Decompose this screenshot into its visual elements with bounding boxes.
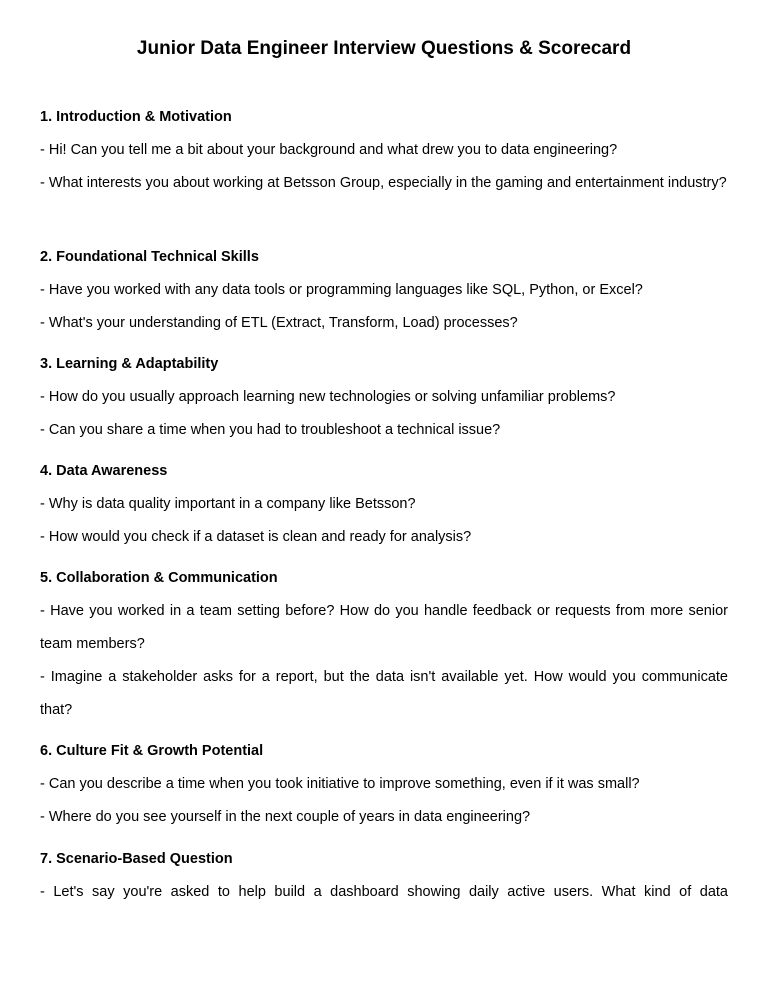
question-stakeholder-report: - Imagine a stakeholder asks for a report, but the data isn't available yet. How would you communicate that?	[40, 669, 728, 718]
question-learning-approach: - How do you usually approach learning new technologies or solving unfamiliar problems?	[40, 389, 616, 405]
question-data-quality: - Why is data quality important in a company like Betsson?	[40, 496, 416, 512]
question-dataset-clean: - How would you check if a dataset is clean and ready for analysis?	[40, 529, 472, 545]
section-heading-learning-adaptability: 3. Learning & Adaptability	[40, 356, 219, 372]
question-etl: - What's your understanding of ETL (Extract, Transform, Load) processes?	[40, 315, 518, 331]
question-interest-betsson: - What interests you about working at Betsson Group, especially in the gaming and entertainment industry?	[40, 175, 727, 191]
section-heading-culture-growth: 6. Culture Fit & Growth Potential	[40, 743, 264, 759]
question-initiative: - Can you describe a time when you took initiative to improve something, even if it was small?	[40, 776, 640, 792]
section-heading-collaboration-communication: 5. Collaboration & Communication	[40, 570, 278, 586]
question-future-self: - Where do you see yourself in the next couple of years in data engineering?	[40, 809, 531, 825]
question-data-tools: - Have you worked with any data tools or programming languages like SQL, Python, or Excel?	[40, 282, 643, 298]
section-heading-technical-skills: 2. Foundational Technical Skills	[40, 249, 259, 265]
section-heading-introduction-motivation: 1. Introduction & Motivation	[40, 109, 232, 125]
section-heading-scenario: 7. Scenario-Based Question	[40, 851, 233, 867]
question-dashboard-scenario: - Let's say you're asked to help build a dashboard showing daily active users. What kind of data	[40, 884, 728, 900]
section-heading-data-awareness: 4. Data Awareness	[40, 463, 168, 479]
question-troubleshoot: - Can you share a time when you had to troubleshoot a technical issue?	[40, 422, 501, 438]
document-title: Junior Data Engineer Interview Questions & Scorecard	[136, 38, 632, 59]
question-background: - Hi! Can you tell me a bit about your background and what drew you to data engineering?	[40, 142, 618, 158]
question-team-setting: - Have you worked in a team setting before? How do you handle feedback or requests from more senior team members?	[40, 603, 728, 652]
